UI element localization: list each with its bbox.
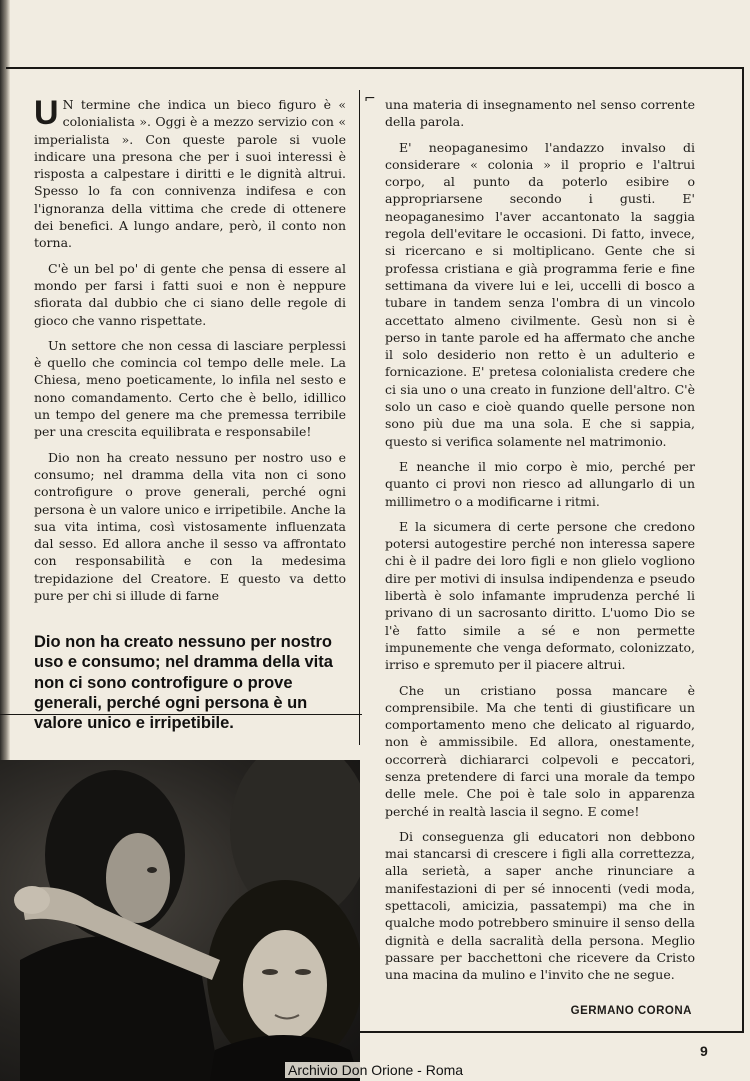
paragraph-9: Che un cristiano possa mancare è comprensibile. Ma che tenti di giustificare un comportamento meno che delicato al riguardo, non è ammissibile. Ed allora, onestamente, occorrerà dichiararci colpevoli e peccatori, senza pretendere di farci una morale da tempo delle mele. Che poi è tale solo in apparenza perché in realtà lascia il segno. E come! (385, 682, 695, 819)
article-right-column (385, 96, 695, 992)
paragraph-1-text: N termine che indica un bieco figuro è « colonialista ». Oggi è a mezzo servizio con « imperialista ». Con queste parole si vuole indicare una presona che per i suoi interessi è risposta a calpestare i diritti e le dignità altrui. Spesso lo fa con connivenza indifesa e con l'ignoranza della vittima che crede di ottenere dei benefici. A lungo andare, però, il conto non torna. (34, 97, 346, 251)
continuation-mark: ⌐ (364, 91, 376, 107)
frame-bottom-rule (360, 1031, 744, 1033)
frame-top-rule (6, 67, 744, 69)
paragraph-1 (34, 96, 346, 252)
article-left-column (34, 96, 346, 612)
frame-right-rule (742, 67, 744, 1033)
paragraph-8: E la sicumera di certe persone che credono potersi autogestire perché non interessa sapere chi è il padre dei loro figli e non glielo vogliono dire per motivi di insulsa indipendenza e pseudo libertà è solo infamante imprudenza perché li privano di un sacrosanto diritto. L'uomo Dio se l'è fatto simile a sé e non permette impunemente che venga deformato, colonizzato, irriso e spremuto per il piacere altrui. (385, 518, 695, 673)
paragraph-4: Dio non ha creato nessuno per nostro uso e consumo; nel dramma della vita non ci sono controfigure o prove generali, perché ogni persona è un valore unico e irripetibile. Anche la sua vita intima, così vistosamente influenzata dal sesso. Ed allora anche il sesso va affrontato con responsabilità e con la medesima trepidazione del Creatore. E questo va detto pure per chi si illude di farne (34, 449, 346, 604)
author-signature: GERMANO CORONA (570, 1005, 692, 1017)
drop-cap: U (34, 94, 59, 132)
paragraph-5: una materia di insegnamento nel senso corrente della parola. (385, 97, 695, 130)
paragraph-10: Di conseguenza gli educatori non debbono mai stancarsi di crescere i figli alla correttezza, alla serietà, a saper anche rinunciare a manifestazioni di per sé innocenti (vedi moda, spettacoli, amicizia, passatempi) ma che in qualche modo potrebbero sminuire il senso della dignità e della sacralità della persona. Meglio passare per bacchettoni che ricevere da Cristo una macina da mulino e l'invito che ne segue. (385, 828, 695, 983)
paragraph-6: E' neopaganesimo l'andazzo invalso di considerare « colonia » il proprio e l'altrui corpo, al punto da poterlo esibire o appropriarsene secondo i gusti. E' neopaganesimo l'aver accantonato la saggia regola dell'evitare le occasioni. Di fatto, invece, si ricercano e si moltiplicano. Gente che si professa cristiana e già programma ferie e fine settimana da vivere lui e lei, uccelli di bosco a tubare in tandem senza l'ombra di un vincolo accettato almeno civilmente. Gesù non si è perso in tante parole ed ha affermato che anche il solo desiderio non retto è un adulterio e fornicazione. E' pretesa colonialista credere che ci sia uno o una creato in funzione dell'altro. C'è solo un caso e cioè quando quelle persone non sono più due ma una sola. E che si sappia, questo si verifica solamente nel matrimonio. (385, 139, 695, 449)
column-divider (359, 90, 360, 745)
paragraph-7: E neanche il mio corpo è mio, perché per quanto ci provi non riesco ad allungarlo di un millimetro o a modificarne i ritmi. (385, 458, 695, 509)
pull-quote: Dio non ha creato nessuno per nostro uso e consumo; nel dramma della vita non ci sono controfigure o prove generali, perché ogni persona è un valore unico e irripetibile. (34, 633, 333, 733)
paragraph-3: Un settore che non cessa di lasciare perplessi è quello che comincia col tempo delle mele. La Chiesa, meno poeticamente, lo infila nel sesto e nono comandamento. Certo che è bello, idillico un tempo del genere ma che premessa terribile per una crescita equilibrata e responsabile! (34, 337, 346, 440)
paragraph-2: C'è un bel po' di gente che pensa di essere al mondo per farsi i fatti suoi e non è neppure sfiorata dal dubbio che ci siano delle regole di gioco che vanno rispettate. (34, 260, 346, 328)
page-number: 9 (700, 1043, 708, 1059)
archive-watermark: Archivio Don Orione - Roma (285, 1062, 466, 1078)
dancing-couple-photo-icon (0, 760, 360, 1081)
